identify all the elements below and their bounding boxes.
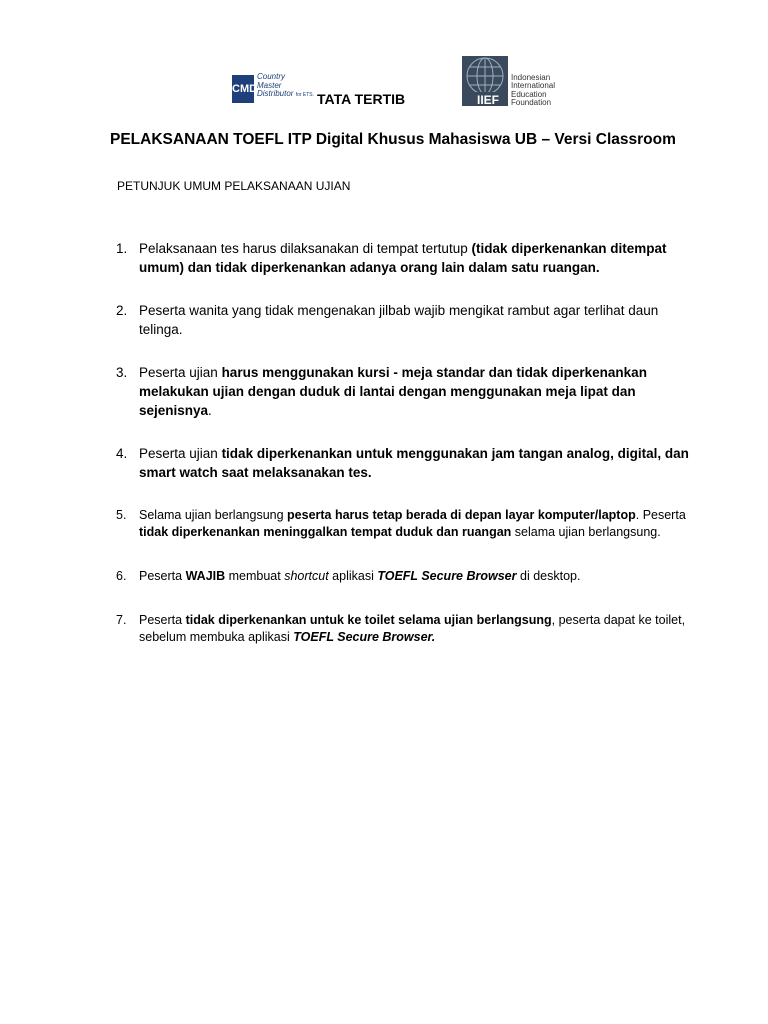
text-run: di desktop. — [516, 569, 581, 583]
text-run-bold: peserta harus tetap berada di depan layar komputer/laptop — [287, 508, 636, 522]
list-item-number: 2. — [116, 303, 128, 318]
list-item — [116, 301, 696, 339]
list-item-text — [139, 301, 696, 339]
text-run-bold-italic: TOEFL Secure Browser — [377, 569, 517, 583]
cmd-logo-line: Master — [257, 80, 282, 90]
list-item-number: 3. — [116, 365, 128, 380]
cmd-logo-line: Country — [257, 72, 286, 81]
list-item — [116, 363, 696, 420]
document-label: TATA TERTIB — [317, 91, 406, 107]
iief-logo-line: Indonesian — [511, 73, 551, 82]
cmd-logo-line — [257, 90, 314, 100]
text-run: selama ujian berlangsung. — [511, 525, 661, 539]
list-item-number: 4. — [116, 446, 128, 461]
iief-logo-line: Education — [511, 89, 547, 99]
text-run-bold: (tidak diperkenankan ditempat umum) dan tidak diperkenankan adanya orang lain dalam satu ruangan. — [139, 241, 667, 275]
list-item-number: 1. — [116, 241, 128, 256]
text-run: , peserta dapat ke toilet, sebelum membuka aplikasi — [139, 613, 686, 644]
list-item-text — [139, 612, 696, 646]
text-run-bold: tidak diperkenankan untuk ke toilet selama ujian berlangsung — [185, 613, 552, 627]
text-run-italic: shortcut — [284, 569, 329, 583]
list-item-text — [139, 239, 696, 277]
text-run: Peserta ujian — [139, 446, 222, 461]
text-run: Peserta wanita yang tidak mengenakan jilbab wajib mengikat rambut agar terlihat daun telinga. — [139, 303, 659, 337]
list-item-text — [139, 363, 696, 420]
iief-logo-text — [511, 74, 555, 107]
list-item — [116, 568, 696, 585]
iief-logo-letters: IIEF — [477, 93, 500, 107]
list-item-text — [139, 568, 696, 585]
text-run: . — [208, 403, 212, 418]
iief-logo-line: International — [511, 81, 556, 91]
list-item — [116, 612, 696, 646]
text-run-bold-italic: TOEFL Secure Browser. — [293, 630, 436, 644]
iief-logo — [460, 54, 560, 108]
globe-icon — [460, 54, 510, 108]
cmd-logo-text — [257, 73, 314, 100]
text-run: Peserta — [139, 613, 186, 627]
text-run-bold: tidak diperkenankan untuk menggunakan jam tangan analog, digital, dan smart watch saat melaksanakan tes. — [139, 446, 689, 480]
list-item — [116, 239, 696, 277]
text-run-bold: WAJIB — [185, 569, 226, 583]
cmd-logo-distributor: Distributor — [257, 89, 294, 98]
section-heading: PETUNJUK UMUM PELAKSANAAN UJIAN — [117, 179, 351, 193]
text-run: Peserta — [139, 569, 186, 583]
text-run: aplikasi — [328, 569, 378, 583]
cmd-logo-mark: CMD — [232, 75, 254, 103]
text-run: . Peserta — [635, 508, 686, 522]
cmd-logo — [232, 72, 315, 107]
list-item-number: 5. — [116, 508, 127, 522]
text-run: Selama ujian berlangsung — [139, 508, 288, 522]
text-run-bold: tidak diperkenankan meninggalkan tempat duduk dan ruangan — [139, 525, 512, 539]
list-item-text — [139, 444, 696, 482]
cmd-logo-suffix: for ETS. — [295, 92, 315, 98]
text-run-bold: harus menggunakan kursi - meja standar dan tidak diperkenankan melakukan ujian dengan duduk di lantai dengan menggunakan meja lipat dan sejenisnya — [139, 365, 647, 418]
list-item-number: 6. — [116, 569, 127, 583]
list-item-text — [139, 507, 696, 541]
list-item — [116, 507, 696, 541]
page-title: PELAKSANAAN TOEFL ITP Digital Khusus Mahasiswa UB – Versi Classroom — [110, 131, 676, 148]
list-item-number: 7. — [116, 613, 127, 627]
list-item — [116, 444, 696, 482]
text-run: Pelaksanaan tes harus dilaksanakan di tempat tertutup — [139, 241, 472, 256]
text-run: Peserta ujian — [139, 365, 222, 380]
iief-logo-line: Foundation — [511, 97, 552, 107]
text-run: membuat — [225, 569, 285, 583]
